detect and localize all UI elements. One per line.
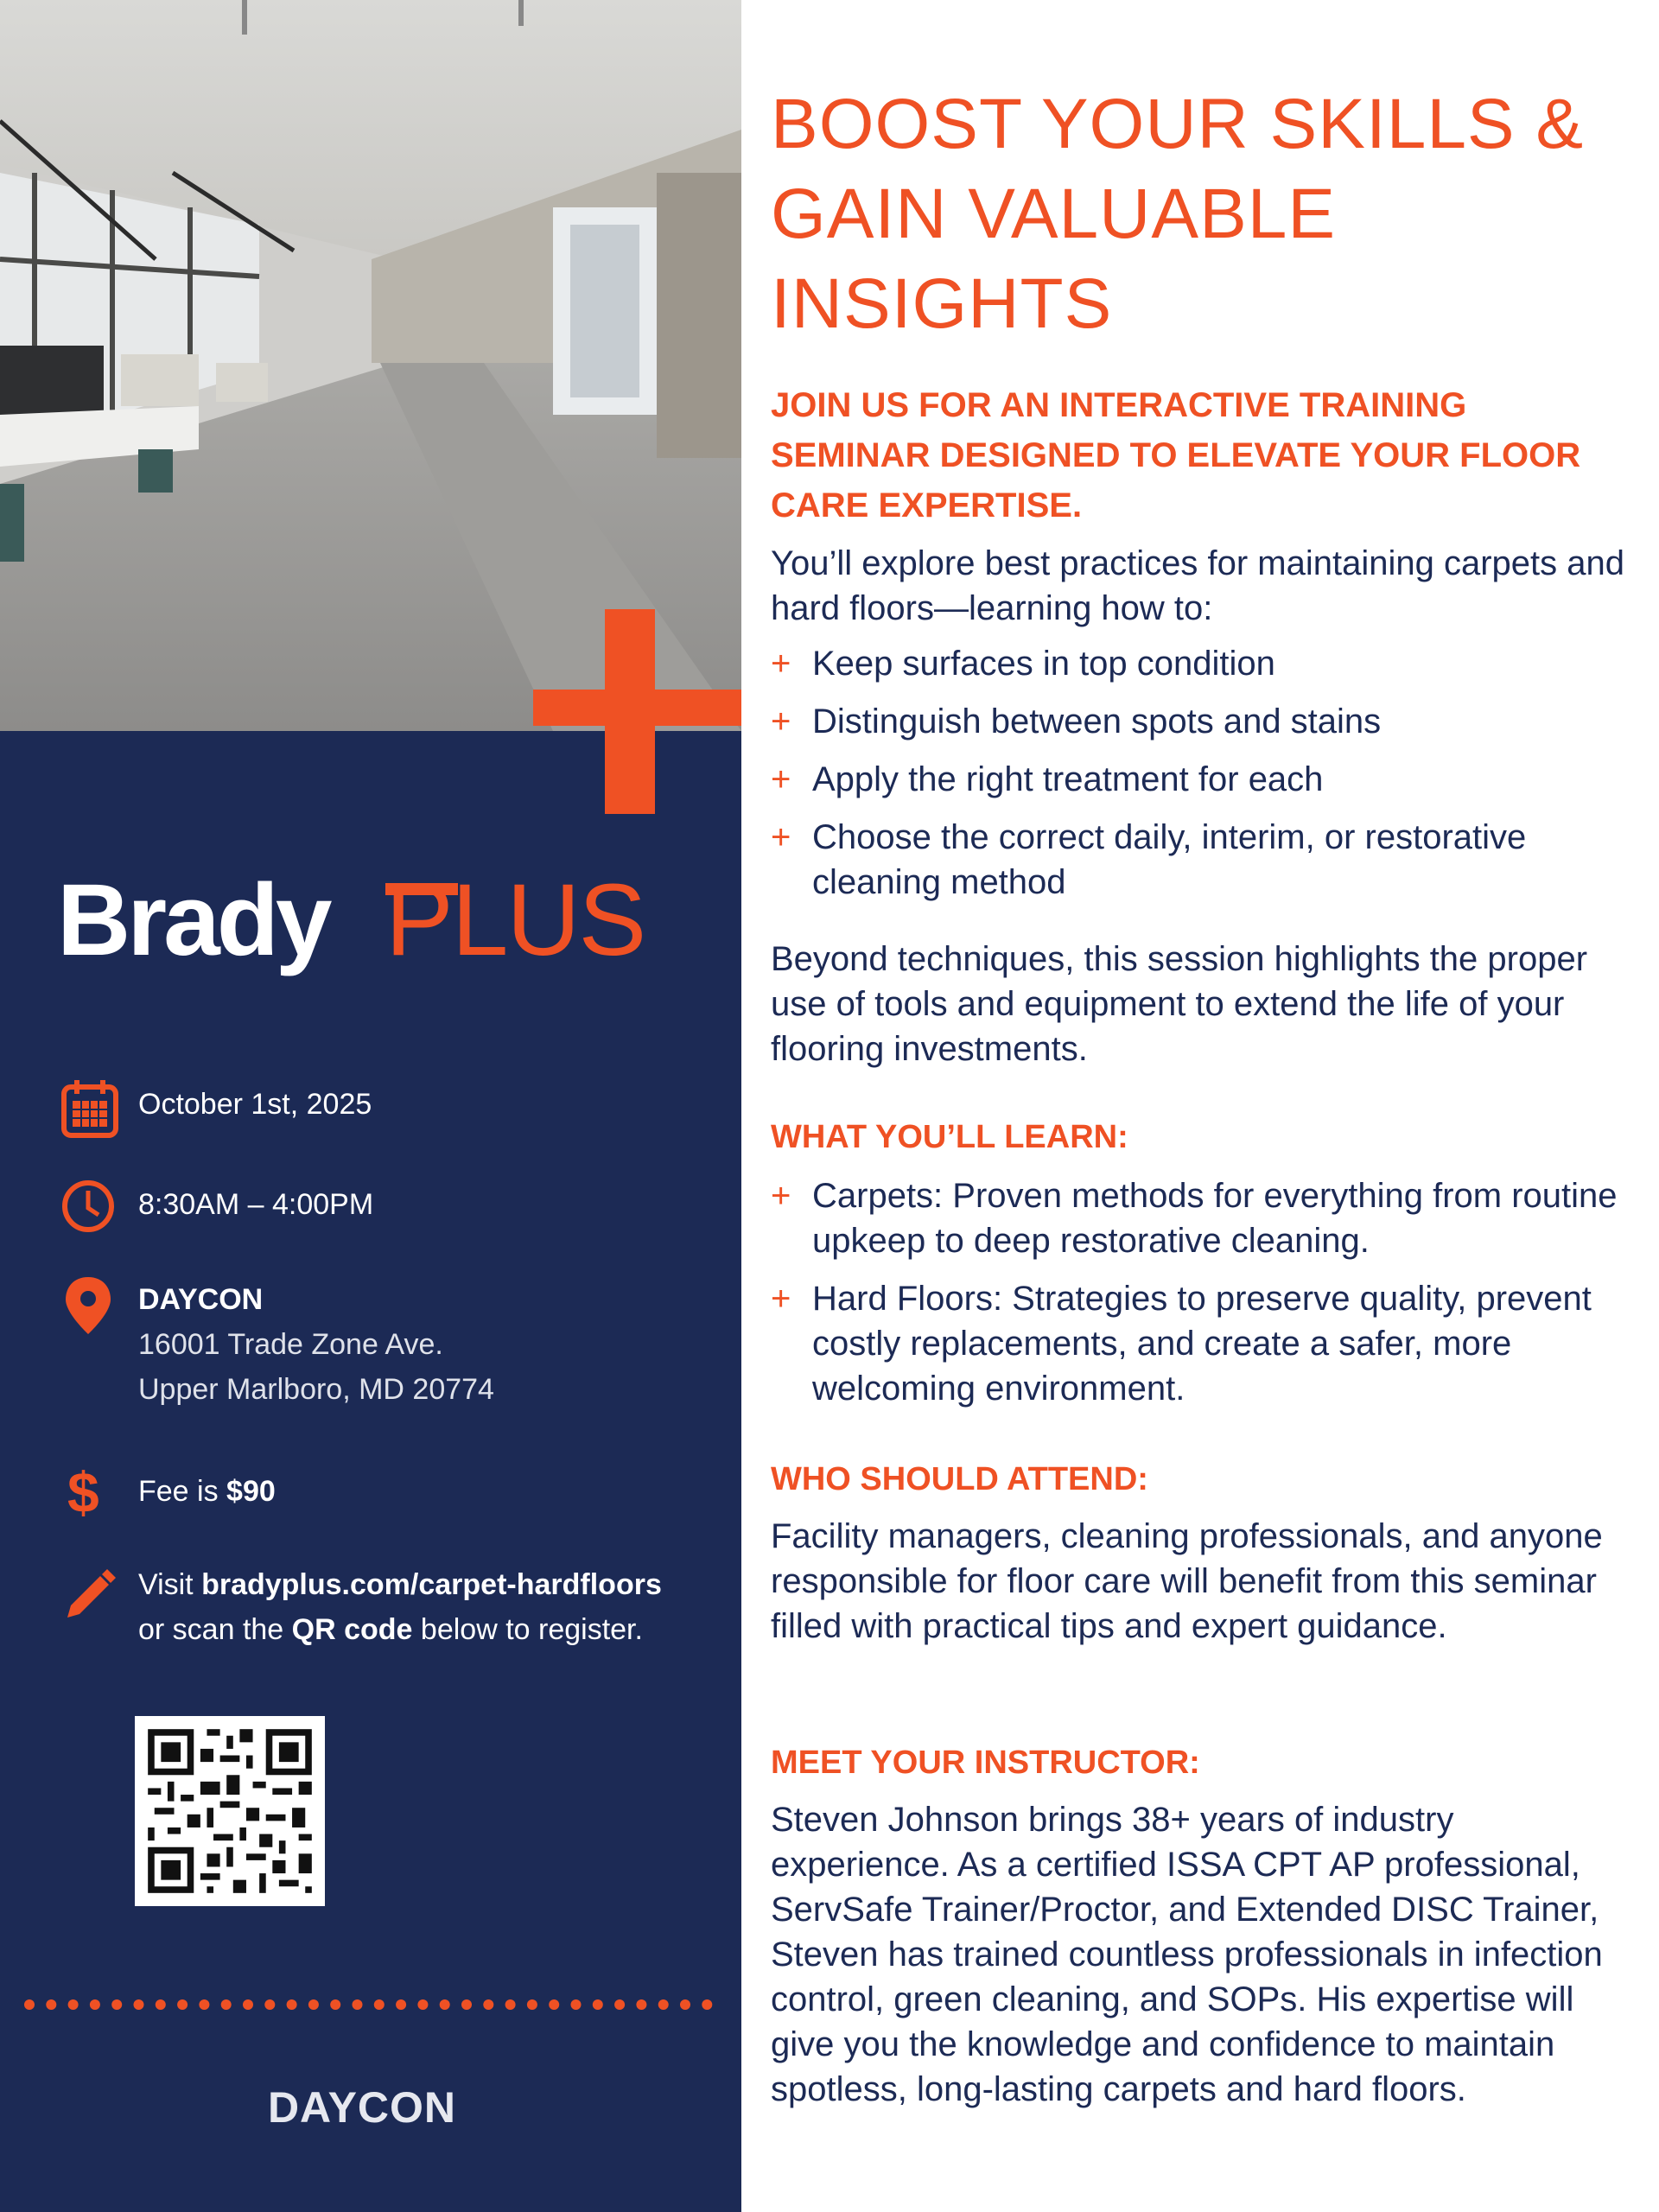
plus-bullet-icon: + (771, 1280, 791, 1318)
calendar-icon (60, 1078, 121, 1139)
register-or-text: or scan the (138, 1613, 292, 1646)
divider-dot (680, 1999, 690, 2010)
svg-text:$: $ (67, 1462, 99, 1522)
skill-text: Distinguish between spots and stains (812, 702, 1382, 741)
venue-name: DAYCON (138, 1283, 264, 1316)
register-line1 (138, 1562, 662, 1607)
event-address-line1: 16001 Trade Zone Ave. (138, 1328, 443, 1361)
divider-dot (330, 1999, 340, 2010)
divider-dot (614, 1999, 625, 2010)
event-fee (138, 1469, 276, 1514)
divider-dot (636, 1999, 646, 2010)
learn-text: Hard Floors: Strategies to preserve quality, prevent costly replacements, and create a safer, more welcoming environment. (812, 1280, 1592, 1408)
register-visit-text: Visit (138, 1568, 202, 1601)
divider-dot (134, 1999, 144, 2010)
divider-dot (68, 1999, 79, 2010)
headline: BOOST YOUR SKILLS & GAIN VALUABLE INSIGHTS (771, 85, 1585, 343)
list-item (771, 641, 1635, 686)
skill-text: Apply the right treatment for each (812, 760, 1324, 798)
pencil-icon (60, 1562, 121, 1623)
divider-dot (24, 1999, 35, 2010)
dotted-divider (22, 1998, 714, 2012)
divider-dot (243, 1999, 253, 2010)
list-item (771, 815, 1635, 905)
beyond-paragraph: Beyond techniques, this session highlights the proper use of tools and equipment to extend the life of your flooring investments. (771, 940, 1588, 1068)
divider-dot (264, 1999, 275, 2010)
plus-bullet-icon: + (771, 702, 791, 741)
register-line2 (138, 1607, 643, 1652)
learn-list (771, 1173, 1635, 1424)
divider-dot (374, 1999, 385, 2010)
divider-dot (417, 1999, 428, 2010)
register-suffix-text: below to register. (412, 1613, 643, 1646)
divider-dot (353, 1999, 363, 2010)
learn-heading: WHAT YOU’LL LEARN: (771, 1119, 1128, 1155)
fee-prefix: Fee is (138, 1475, 227, 1508)
divider-dot (527, 1999, 537, 2010)
list-item (771, 1276, 1635, 1411)
divider-dot (177, 1999, 188, 2010)
location-pin-icon (60, 1275, 121, 1336)
list-item (771, 757, 1635, 802)
qr-code-graphic (135, 1716, 325, 1906)
learn-text: Carpets: Proven methods for everything from routine upkeep to deep restorative cleaning. (812, 1177, 1618, 1260)
register-qr-text: QR code (291, 1613, 413, 1646)
fee-amount: $90 (226, 1475, 276, 1508)
list-item (771, 1173, 1635, 1263)
skill-text: Keep surfaces in top condition (812, 645, 1275, 683)
divider-dot (156, 1999, 166, 2010)
divider-dot (440, 1999, 450, 2010)
divider-dot (505, 1999, 516, 2010)
register-url-link[interactable]: bradyplus.com/carpet-hardfloors (201, 1568, 662, 1601)
plus-bullet-icon: + (771, 760, 791, 798)
skill-text: Choose the correct daily, interim, or restorative cleaning method (812, 818, 1527, 901)
attend-heading: WHO SHOULD ATTEND: (771, 1461, 1148, 1497)
event-venue-name (138, 1277, 263, 1322)
divider-dot (461, 1999, 472, 2010)
divider-dot (702, 1999, 712, 2010)
subheadline: JOIN US FOR AN INTERACTIVE TRAINING SEMINAR DESIGNED TO ELEVATE YOUR FLOOR CARE EXPERTISE. (771, 386, 1581, 524)
plus-bullet-icon: + (771, 1177, 791, 1215)
logo-brady-text: Brady (57, 863, 329, 977)
skills-list (771, 641, 1635, 918)
event-time: 8:30AM – 4:00PM (138, 1188, 374, 1221)
divider-dot (199, 1999, 209, 2010)
divider-dot (90, 1999, 100, 2010)
event-date: October 1st, 2025 (138, 1088, 372, 1121)
divider-dot (287, 1999, 297, 2010)
instructor-heading: MEET YOUR INSTRUCTOR: (771, 1745, 1200, 1781)
logo-plus-text: PLUS (385, 863, 645, 977)
list-item (771, 699, 1635, 744)
daycon-logo: DAYCON (267, 2083, 457, 2132)
divider-dot (46, 1999, 56, 2010)
clock-icon (60, 1175, 121, 1236)
divider-dot (658, 1999, 669, 2010)
accent-plus-vertical (605, 609, 655, 814)
plus-bullet-icon: + (771, 818, 791, 856)
divider-dot (483, 1999, 493, 2010)
attend-paragraph: Facility managers, cleaning professionals, and anyone responsible for floor care will benefit from this seminar filled with practical tips and expert guidance. (771, 1517, 1603, 1645)
qr-code[interactable] (135, 1716, 325, 1906)
divider-dot (396, 1999, 406, 2010)
divider-dot (549, 1999, 559, 2010)
event-address-line2: Upper Marlboro, MD 20774 (138, 1373, 494, 1406)
divider-dot (593, 1999, 603, 2010)
dollar-icon (60, 1462, 121, 1522)
divider-dot (571, 1999, 582, 2010)
plus-bullet-icon: + (771, 645, 791, 683)
intro-paragraph: You’ll explore best practices for maintaining carpets and hard floors—learning how to: (771, 544, 1624, 627)
divider-dot (308, 1999, 319, 2010)
divider-dot (111, 1999, 122, 2010)
divider-dot (221, 1999, 232, 2010)
left-panel (0, 0, 741, 2212)
instructor-paragraph: Steven Johnson brings 38+ years of industry experience. As a certified ISSA CPT AP professional, ServSafe Trainer/Proctor, and Extended DISC Trainer, Steven has trained countless professionals in infection control, green cleaning, and SOPs. His expertise will give you the knowledge and confidence to maintain spotless, long-lasting carpets and hard floors. (771, 1801, 1603, 2108)
